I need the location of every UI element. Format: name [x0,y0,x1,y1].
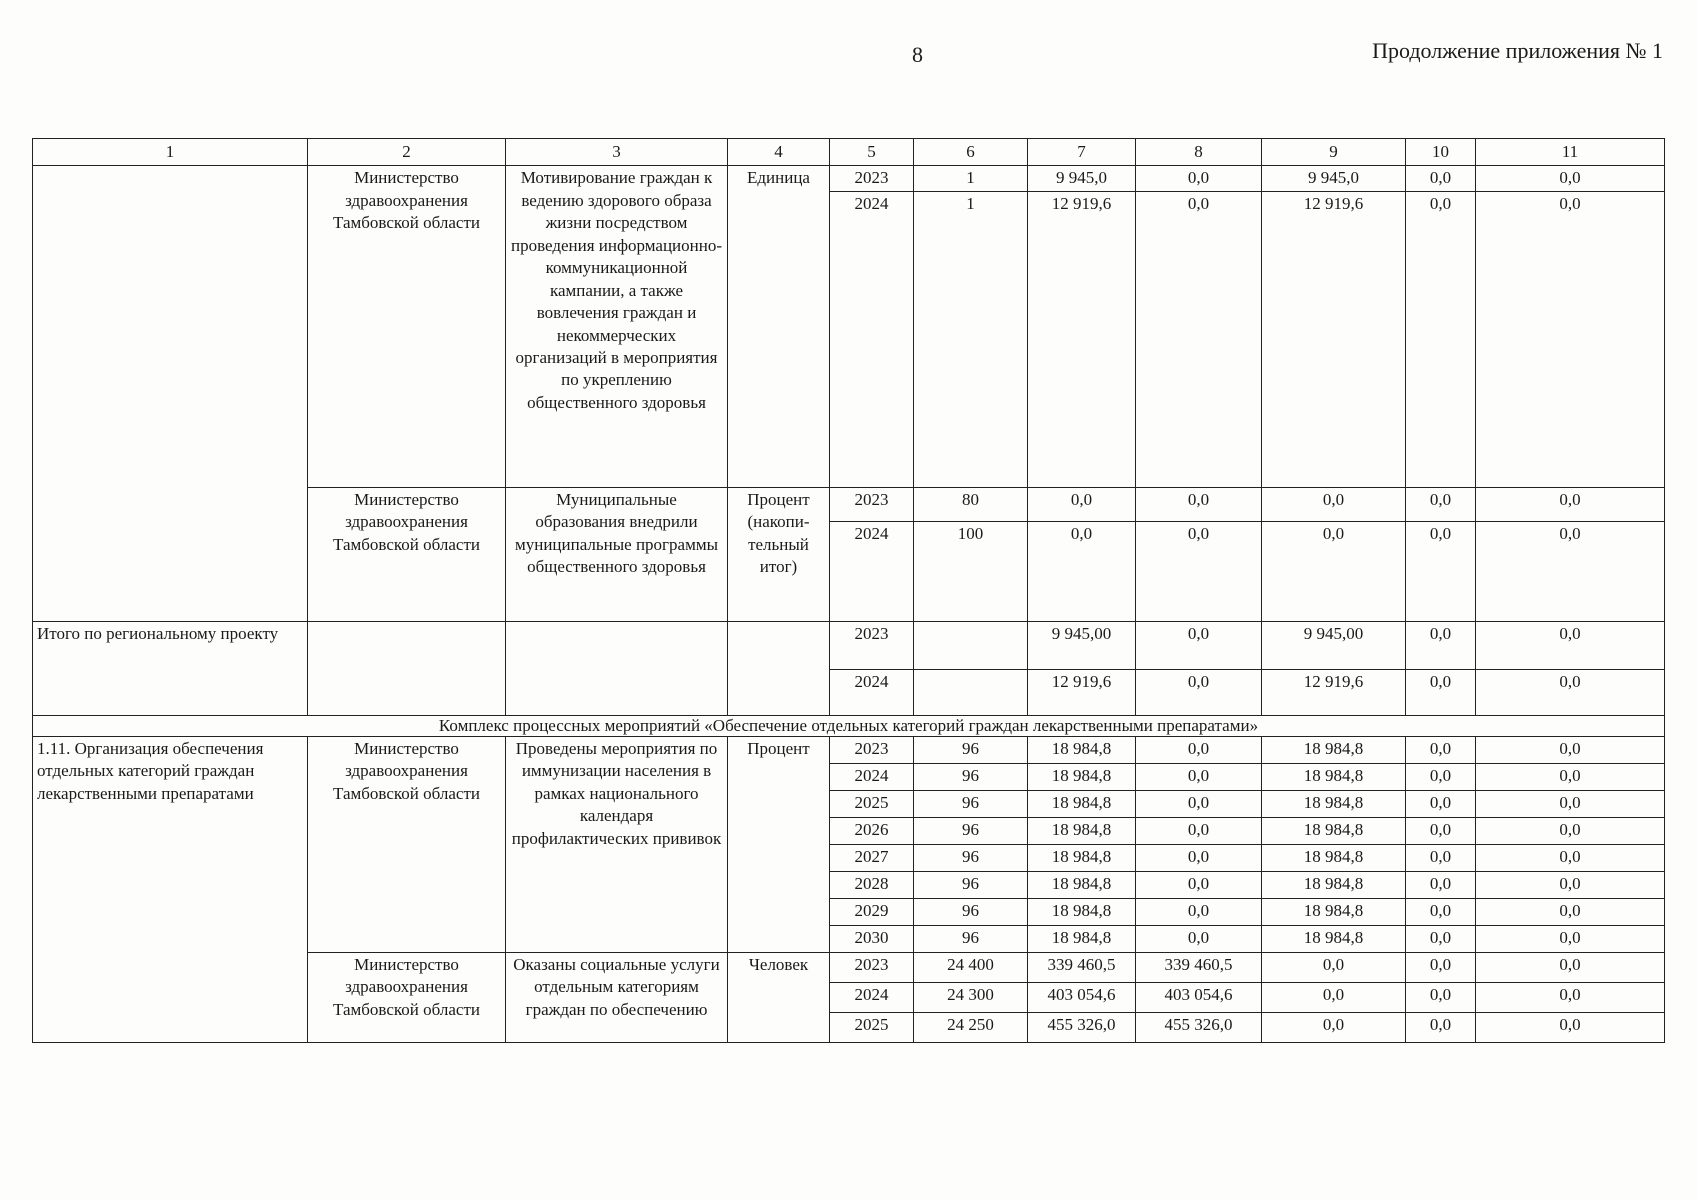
year-cell: 2024 [830,982,914,1012]
local-budget-cell: 0,0 [1406,621,1476,669]
other-sources-cell: 0,0 [1476,871,1665,898]
result-cell: Муниципальные образования внедрили муниципальные программы общественного здоровья [506,487,728,621]
page-number: 8 [912,42,923,67]
measure-cell [33,166,308,621]
local-budget-cell: 0,0 [1406,669,1476,715]
total-amount-cell: 18 984,8 [1028,925,1136,952]
executor-cell: Министерство здравоохранения Тамбовской области [308,166,506,487]
year-cell: 2024 [830,669,914,715]
empty-cell [506,621,728,715]
local-budget-cell: 0,0 [1406,982,1476,1012]
other-sources-cell: 0,0 [1476,925,1665,952]
column-header: 8 [1136,139,1262,166]
section-title-row [33,715,1665,736]
column-header: 6 [914,139,1028,166]
total-amount-cell: 18 984,8 [1028,790,1136,817]
total-amount-cell: 18 984,8 [1028,844,1136,871]
value-cell: 100 [914,521,1028,621]
column-header: 9 [1262,139,1406,166]
year-cell: 2023 [830,736,914,763]
value-cell: 96 [914,790,1028,817]
column-header: 11 [1476,139,1665,166]
regional-budget-cell: 9 945,0 [1262,166,1406,191]
local-budget-cell: 0,0 [1406,521,1476,621]
federal-budget-cell: 0,0 [1136,669,1262,715]
total-amount-cell: 455 326,0 [1028,1012,1136,1042]
local-budget-cell: 0,0 [1406,166,1476,191]
result-cell: Проведены мероприятия по иммунизации населения в рамках национального календаря профилактических прививок [506,736,728,952]
value-cell: 96 [914,871,1028,898]
regional-budget-cell: 0,0 [1262,952,1406,982]
total-amount-cell: 18 984,8 [1028,763,1136,790]
value-cell: 96 [914,844,1028,871]
unit-cell: Процент [728,736,830,952]
total-amount-cell: 12 919,6 [1028,669,1136,715]
budget-table-container [32,138,1664,1043]
regional-budget-cell: 18 984,8 [1262,898,1406,925]
year-cell: 2023 [830,166,914,191]
column-number-row [33,139,1665,166]
total-amount-cell: 18 984,8 [1028,736,1136,763]
regional-budget-cell: 0,0 [1262,521,1406,621]
local-budget-cell: 0,0 [1406,871,1476,898]
column-header: 1 [33,139,308,166]
column-header: 7 [1028,139,1136,166]
column-header: 5 [830,139,914,166]
value-cell: 96 [914,736,1028,763]
total-amount-cell: 9 945,0 [1028,166,1136,191]
federal-budget-cell: 0,0 [1136,166,1262,191]
column-header: 3 [506,139,728,166]
federal-budget-cell: 0,0 [1136,925,1262,952]
total-amount-cell: 9 945,00 [1028,621,1136,669]
column-header: 10 [1406,139,1476,166]
local-budget-cell: 0,0 [1406,952,1476,982]
year-cell: 2023 [830,487,914,521]
total-amount-cell: 339 460,5 [1028,952,1136,982]
federal-budget-cell: 0,0 [1136,621,1262,669]
regional-budget-cell: 9 945,00 [1262,621,1406,669]
value-cell: 96 [914,763,1028,790]
regional-budget-cell: 0,0 [1262,1012,1406,1042]
budget-table [32,138,1665,1043]
unit-cell: Процент (накопи-тельный итог) [728,487,830,621]
total-amount-cell: 18 984,8 [1028,898,1136,925]
regional-budget-cell: 0,0 [1262,487,1406,521]
value-cell: 80 [914,487,1028,521]
regional-budget-cell: 18 984,8 [1262,871,1406,898]
total-amount-cell: 18 984,8 [1028,871,1136,898]
federal-budget-cell: 339 460,5 [1136,952,1262,982]
regional-budget-cell: 18 984,8 [1262,763,1406,790]
table-row [33,166,1665,191]
value-cell: 24 400 [914,952,1028,982]
continuation-title: Продолжение приложения № 1 [1372,38,1663,63]
other-sources-cell: 0,0 [1476,898,1665,925]
unit-cell: Человек [728,952,830,1042]
other-sources-cell: 0,0 [1476,191,1665,487]
other-sources-cell: 0,0 [1476,790,1665,817]
value-cell: 96 [914,898,1028,925]
year-cell: 2024 [830,763,914,790]
local-budget-cell: 0,0 [1406,763,1476,790]
other-sources-cell: 0,0 [1476,166,1665,191]
regional-budget-cell: 18 984,8 [1262,790,1406,817]
value-cell: 96 [914,925,1028,952]
federal-budget-cell: 0,0 [1136,763,1262,790]
year-cell: 2028 [830,871,914,898]
value-cell [914,621,1028,669]
other-sources-cell: 0,0 [1476,844,1665,871]
executor-cell: Министерство здравоохранения Тамбовской области [308,736,506,952]
regional-budget-cell: 12 919,6 [1262,191,1406,487]
year-cell: 2023 [830,621,914,669]
year-cell: 2027 [830,844,914,871]
value-cell [914,669,1028,715]
regional-budget-cell: 18 984,8 [1262,844,1406,871]
column-header: 2 [308,139,506,166]
local-budget-cell: 0,0 [1406,790,1476,817]
year-cell: 2030 [830,925,914,952]
federal-budget-cell: 0,0 [1136,736,1262,763]
value-cell: 1 [914,166,1028,191]
year-cell: 2029 [830,898,914,925]
total-row [33,621,1665,669]
empty-cell [728,621,830,715]
federal-budget-cell: 403 054,6 [1136,982,1262,1012]
regional-budget-cell: 18 984,8 [1262,925,1406,952]
total-amount-cell: 403 054,6 [1028,982,1136,1012]
year-cell: 2025 [830,790,914,817]
executor-cell: Министерство здравоохранения Тамбовской области [308,952,506,1042]
result-cell: Мотивирование граждан к ведению здорового образа жизни посредством проведения информационно-коммуникационной кампании, а также вовлечения граждан и некоммерческих организаций в мероприятия по укреплению общественного здоровья [506,166,728,487]
value-cell: 24 300 [914,982,1028,1012]
total-label: Итого по региональному проекту [33,621,308,715]
other-sources-cell: 0,0 [1476,763,1665,790]
federal-budget-cell: 0,0 [1136,487,1262,521]
federal-budget-cell: 0,0 [1136,790,1262,817]
federal-budget-cell: 0,0 [1136,871,1262,898]
year-cell: 2023 [830,952,914,982]
total-amount-cell: 0,0 [1028,487,1136,521]
other-sources-cell: 0,0 [1476,736,1665,763]
column-header: 4 [728,139,830,166]
local-budget-cell: 0,0 [1406,844,1476,871]
unit-cell: Единица [728,166,830,487]
local-budget-cell: 0,0 [1406,191,1476,487]
year-cell: 2025 [830,1012,914,1042]
value-cell: 1 [914,191,1028,487]
section-title: Комплекс процессных мероприятий «Обеспечение отдельных категорий граждан лекарственными препаратами» [33,715,1665,736]
other-sources-cell: 0,0 [1476,982,1665,1012]
result-cell: Оказаны социальные услуги отдельным категориям граждан по обеспечению [506,952,728,1042]
other-sources-cell: 0,0 [1476,669,1665,715]
local-budget-cell: 0,0 [1406,736,1476,763]
year-cell: 2024 [830,521,914,621]
total-amount-cell: 18 984,8 [1028,817,1136,844]
federal-budget-cell: 0,0 [1136,844,1262,871]
other-sources-cell: 0,0 [1476,521,1665,621]
total-amount-cell: 12 919,6 [1028,191,1136,487]
local-budget-cell: 0,0 [1406,1012,1476,1042]
local-budget-cell: 0,0 [1406,817,1476,844]
executor-cell: Министерство здравоохранения Тамбовской области [308,487,506,621]
federal-budget-cell: 0,0 [1136,898,1262,925]
year-cell: 2024 [830,191,914,487]
other-sources-cell: 0,0 [1476,817,1665,844]
local-budget-cell: 0,0 [1406,925,1476,952]
other-sources-cell: 0,0 [1476,952,1665,982]
other-sources-cell: 0,0 [1476,487,1665,521]
federal-budget-cell: 0,0 [1136,817,1262,844]
year-cell: 2026 [830,817,914,844]
measure-cell: 1.11. Организация обеспечения отдельных категорий граждан лекарственными препаратами [33,736,308,1042]
value-cell: 96 [914,817,1028,844]
federal-budget-cell: 0,0 [1136,521,1262,621]
other-sources-cell: 0,0 [1476,1012,1665,1042]
other-sources-cell: 0,0 [1476,621,1665,669]
table-row [33,736,1665,763]
local-budget-cell: 0,0 [1406,898,1476,925]
empty-cell [308,621,506,715]
total-amount-cell: 0,0 [1028,521,1136,621]
value-cell: 24 250 [914,1012,1028,1042]
federal-budget-cell: 455 326,0 [1136,1012,1262,1042]
regional-budget-cell: 12 919,6 [1262,669,1406,715]
federal-budget-cell: 0,0 [1136,191,1262,487]
regional-budget-cell: 18 984,8 [1262,817,1406,844]
local-budget-cell: 0,0 [1406,487,1476,521]
regional-budget-cell: 18 984,8 [1262,736,1406,763]
regional-budget-cell: 0,0 [1262,982,1406,1012]
